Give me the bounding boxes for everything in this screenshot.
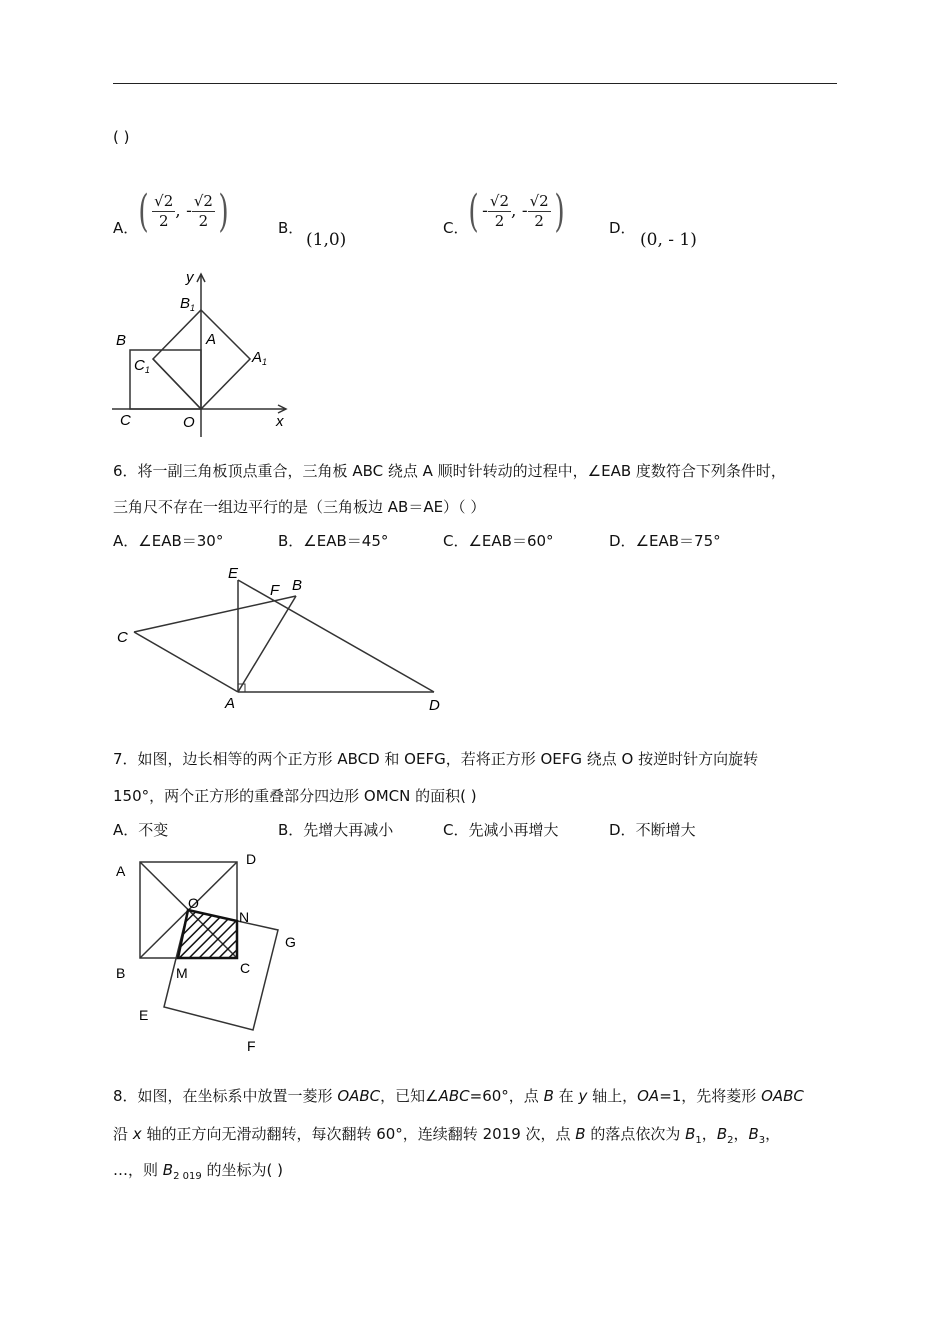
q5-option-a-label: A． [113, 219, 139, 237]
q6-label-d: D [429, 697, 440, 714]
q7-label-e: E [139, 1007, 149, 1023]
q6-option-c: C．∠EAB＝60° [443, 532, 554, 550]
q7-option-a: A．不变 [113, 821, 169, 839]
q6-label-b: B [292, 577, 303, 594]
q7-stem-line2: 150°，两个正方形的重叠部分四边形 OMCN 的面积( ) [113, 787, 477, 805]
q7-label-m: M [176, 965, 188, 981]
q7-label-g: G [285, 934, 296, 950]
q6-label-c: C [117, 629, 128, 646]
q5-option-c-value: ( - $\frac{√2}{2}$ , - $\frac{√2}{2}$ ) [468, 186, 565, 237]
q8-stem-line2: 沿 x 轴的正方向无滑动翻转，每次翻转 60°，连续翻转 2019 次，点 B 的落点依次为 $B_1$，$B_2$，$B_3$， [113, 1125, 781, 1146]
q6-label-e: E [228, 565, 239, 582]
q7-option-b: B．先增大再减小 [278, 821, 394, 839]
q7-option-c: C．先减小再增大 [443, 821, 559, 839]
q6-stem-line2: 三角尺不存在一组边平行的是（三角板边 AB＝AE）（ ） [113, 498, 486, 516]
q5-label-x: x [276, 413, 284, 430]
q5-option-d-value: (0, - 1) [640, 230, 697, 250]
q7-label-n: N [239, 909, 250, 925]
q6-option-a: A．∠EAB＝30° [113, 532, 224, 550]
q5-label-c1: $C_1$ [134, 357, 150, 375]
q6-label-f: F [270, 582, 280, 599]
q7-label-o: O [188, 895, 199, 911]
q5-option-c-label: C． [443, 219, 469, 237]
q6-option-b: B．∠EAB＝45° [278, 532, 389, 550]
q6-stem-line1: 6．将一副三角板顶点重合，三角板 ABC 绕点 A 顺时针转动的过程中，∠EAB 度数符合下列条件时， [113, 462, 786, 480]
q7-label-f: F [247, 1038, 256, 1054]
q5-label-b1: $B_1$ [180, 295, 196, 313]
q5-label-y: y [186, 269, 194, 286]
q7-label-c: C [240, 960, 251, 976]
q5-label-o: O [183, 414, 195, 431]
q5-label-a1: $A_1$ [252, 349, 268, 367]
q7-label-a: A [116, 863, 126, 879]
q5-label-b: B [116, 332, 127, 349]
q5-option-d-label: D． [609, 219, 636, 237]
q7-option-d: D．不断增大 [609, 821, 696, 839]
q7-stem-line1: 7．如图，边长相等的两个正方形 ABCD 和 OEFG，若将正方形 OEFG 绕点 O 按逆时针方向旋转 [113, 750, 759, 768]
q5-label-c: C [120, 412, 131, 429]
q5-figure [108, 262, 298, 442]
q7-label-d: D [246, 851, 257, 867]
q5-option-b-value: (1,0) [306, 230, 347, 250]
q7-figure [108, 850, 308, 1060]
q5-label-a: A [206, 331, 217, 348]
q7-label-b: B [116, 965, 126, 981]
q5-option-b-label: B． [278, 219, 304, 237]
q5-answer-blank: ( ) [113, 128, 130, 146]
q6-label-a: A [225, 695, 236, 712]
q8-stem-line1: 8．如图，在坐标系中放置一菱形 OABC，已知∠ABC=60°，点 B 在 y 轴上，OA=1，先将菱形 OABC [113, 1087, 804, 1105]
q8-stem-line3: …，则 $B_{2 019}$ 的坐标为( ) [113, 1161, 283, 1182]
q6-option-d: D．∠EAB＝75° [609, 532, 721, 550]
q6-figure [108, 560, 458, 720]
q5-option-a-value: ( $\frac{√2}{2}$ , - $\frac{√2}{2}$ ) [138, 186, 229, 237]
header-rule [113, 83, 837, 84]
